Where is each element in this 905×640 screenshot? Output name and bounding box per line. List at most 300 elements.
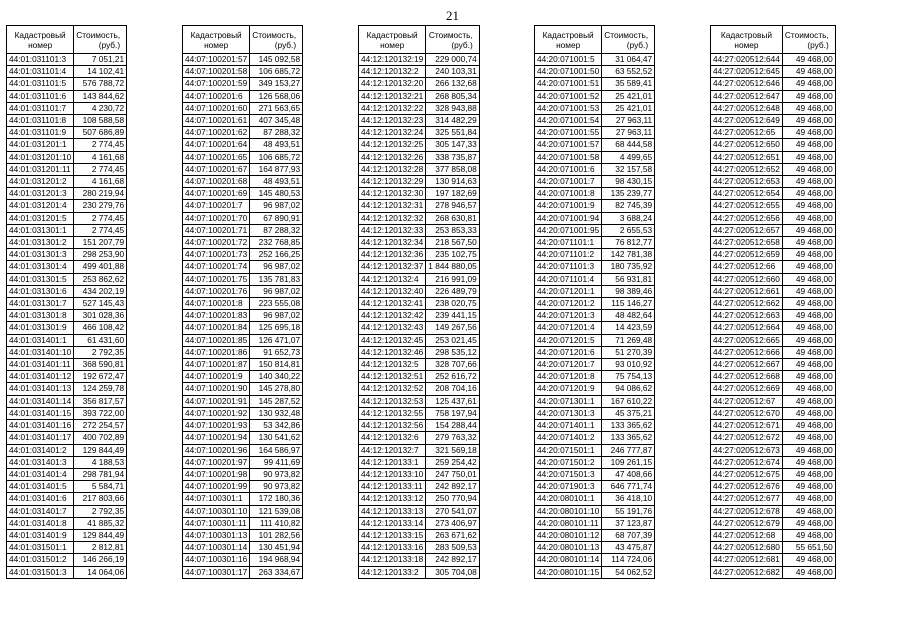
cadastral-number-cell: 44:27:020512:662: [711, 298, 783, 310]
cadastral-number-cell: 44:12:120132:23: [359, 115, 426, 127]
table-row: [711, 395, 836, 407]
table-row: [535, 139, 655, 151]
table-row: [7, 127, 127, 139]
cost-cell: 55 651,50: [782, 542, 835, 554]
table-row: [535, 456, 655, 468]
cost-cell: 129 844,49: [74, 444, 127, 456]
cadastral-number-cell: 44:27:020512:668: [711, 371, 783, 383]
cadastral-number-cell: 44:20:080101:14: [535, 554, 602, 566]
cadastral-number-cell: 44:27:020512:658: [711, 237, 783, 249]
cadastral-number-cell: 44:12:120133:10: [359, 468, 426, 480]
cost-cell: 49 468,00: [782, 334, 835, 346]
cadastral-number-cell: 44:20:071001:9: [535, 200, 602, 212]
table-row: [535, 517, 655, 529]
table-header-row: [359, 26, 480, 54]
cost-cell: 98 430,15: [602, 176, 655, 188]
cadastral-number-cell: 44:27:020512:651: [711, 151, 783, 163]
table-row: [359, 127, 480, 139]
cost-cell: 279 763,32: [426, 432, 479, 444]
table-row: [359, 273, 480, 285]
table-row: [359, 176, 480, 188]
table-row: [7, 529, 127, 541]
cost-cell: 143 844,62: [74, 90, 127, 102]
cost-cell: 49 468,00: [782, 273, 835, 285]
cadastral-number-cell: 44:27:020512:680: [711, 542, 783, 554]
cadastral-number-cell: 44:12:120132:43: [359, 322, 426, 334]
table-row: [183, 456, 303, 468]
cadastral-number-cell: 44:07:100201:96: [183, 444, 250, 456]
table-row: [359, 566, 480, 578]
cadastral-number-cell: 44:01:031401:12: [7, 371, 74, 383]
cadastral-number-cell: 44:20:071301:1: [535, 395, 602, 407]
cost-cell: 71 269,48: [602, 334, 655, 346]
cadastral-number-cell: 44:01:031301:2: [7, 237, 74, 249]
cadastral-number-cell: 44:27:020512:671: [711, 420, 783, 432]
header-text: номер: [556, 39, 581, 50]
cost-cell: 49 468,00: [782, 102, 835, 114]
cadastral-number-cell: 44:27:020512:677: [711, 493, 783, 505]
cost-cell: 49 468,00: [782, 566, 835, 578]
table-row: [711, 481, 836, 493]
cadastral-number-cell: 44:20:080101:1: [535, 493, 602, 505]
cost-cell: 246 777,87: [602, 444, 655, 456]
table-row: [183, 346, 303, 358]
cost-cell: 223 555,08: [250, 298, 303, 310]
cadastral-number-cell: 44:07:100201:75: [183, 273, 250, 285]
cadastral-number-cell: 44:07:100201:71: [183, 224, 250, 236]
table-row: [183, 151, 303, 163]
cadastral-number-cell: 44:12:120132:28: [359, 163, 426, 175]
table-row: [711, 407, 836, 419]
cadastral-number-cell: 44:01:031301:8: [7, 310, 74, 322]
cost-cell: 328 943,88: [426, 102, 479, 114]
cadastral-number-cell: 44:01:031401:3: [7, 456, 74, 468]
cost-cell: 124 259,78: [74, 383, 127, 395]
table-row: [359, 139, 480, 151]
table-row: [711, 212, 836, 224]
cost-cell: 758 197,94: [426, 407, 479, 419]
table-row: [183, 78, 303, 90]
table-row: [359, 359, 480, 371]
table-row: [7, 139, 127, 151]
cost-cell: 4 230,72: [74, 102, 127, 114]
table-row: [711, 139, 836, 151]
cost-cell: 27 963,11: [602, 115, 655, 127]
table-row: [711, 200, 836, 212]
table-row: [7, 481, 127, 493]
cost-cell: 35 589,41: [602, 78, 655, 90]
header-text: номер: [380, 39, 405, 50]
table-row: [7, 407, 127, 419]
cadastral-number-cell: 44:07:100201:73: [183, 249, 250, 261]
cost-cell: 393 722,00: [74, 407, 127, 419]
header-text: Стоимость,: [784, 29, 829, 40]
cost-cell: 49 468,00: [782, 456, 835, 468]
table-row: [711, 554, 836, 566]
cadastral-number-cell: 44:12:120132:41: [359, 298, 426, 310]
cost-cell: 55 191,76: [602, 505, 655, 517]
table-row: [7, 102, 127, 114]
cost-cell: 499 401,88: [74, 261, 127, 273]
cadastral-number-cell: 44:20:071501:3: [535, 468, 602, 480]
cadastral-number-cell: 44:27:020512:645: [711, 66, 783, 78]
cadastral-number-cell: 44:07:100301:11: [183, 517, 250, 529]
cadastral-number-cell: 44:07:100201:91: [183, 395, 250, 407]
table-row: [711, 505, 836, 517]
cadastral-table: [358, 25, 480, 579]
cost-cell: 94 086,62: [602, 383, 655, 395]
table-row: [535, 493, 655, 505]
cost-cell: 239 441,15: [426, 310, 479, 322]
cost-cell: 2 774,45: [74, 163, 127, 175]
table-row: [535, 395, 655, 407]
table-row: [535, 188, 655, 200]
cost-cell: 130 541,62: [250, 432, 303, 444]
cadastral-number-cell: 44:27:020512:663: [711, 310, 783, 322]
cadastral-number-cell: 44:01:031301:1: [7, 224, 74, 236]
table-header-row: [535, 26, 655, 54]
cadastral-number-cell: 44:01:031301:3: [7, 249, 74, 261]
cost-cell: 268 805,34: [426, 90, 479, 102]
cadastral-number-cell: 44:27:020512:661: [711, 285, 783, 297]
cost-cell: 93 010,92: [602, 359, 655, 371]
cadastral-number-cell: 44:07:100201:67: [183, 163, 250, 175]
cost-cell: 49 468,00: [782, 54, 835, 66]
cadastral-number-cell: 44:01:031101:5: [7, 78, 74, 90]
header-text: Кадастровый: [14, 29, 66, 40]
cost-cell: 298 535,12: [426, 346, 479, 358]
cost-cell: 252 616,72: [426, 371, 479, 383]
cadastral-number-cell: 44:07:100201:57: [183, 54, 250, 66]
cadastral-number-cell: 44:27:020512:675: [711, 468, 783, 480]
cost-cell: 49 468,00: [782, 224, 835, 236]
cadastral-number-cell: 44:20:071001:95: [535, 224, 602, 236]
table-row: [183, 237, 303, 249]
cadastral-number-cell: 44:01:031501:3: [7, 566, 74, 578]
column-header-cost: [782, 26, 835, 54]
cadastral-number-cell: 44:27:020512:660: [711, 273, 783, 285]
cost-cell: 217 803,66: [74, 493, 127, 505]
table-row: [7, 468, 127, 480]
cost-cell: 49 468,00: [782, 176, 835, 188]
cadastral-number-cell: 44:20:071001:51: [535, 78, 602, 90]
table-row: [183, 554, 303, 566]
cost-cell: 149 267,56: [426, 322, 479, 334]
cost-cell: 229 000,74: [426, 54, 479, 66]
cadastral-number-cell: 44:12:120133:13: [359, 505, 426, 517]
cost-cell: 356 817,57: [74, 395, 127, 407]
table-row: [535, 505, 655, 517]
table-row: [183, 432, 303, 444]
table-row: [183, 285, 303, 297]
cadastral-number-cell: 44:20:071001:5: [535, 54, 602, 66]
table-row: [359, 395, 480, 407]
cost-cell: 48 493,51: [250, 139, 303, 151]
table-row: [183, 468, 303, 480]
cost-cell: 49 468,00: [782, 298, 835, 310]
cost-cell: 47 408,66: [602, 468, 655, 480]
cost-cell: 527 145,43: [74, 298, 127, 310]
cost-cell: 400 702,89: [74, 432, 127, 444]
cadastral-number-cell: 44:12:120132:53: [359, 395, 426, 407]
cadastral-number-cell: 44:27:020512:654: [711, 188, 783, 200]
cost-cell: 109 261,15: [602, 456, 655, 468]
table-row: [359, 151, 480, 163]
cadastral-number-cell: 44:01:031201:2: [7, 176, 74, 188]
table-row: [7, 322, 127, 334]
table-row: [7, 395, 127, 407]
table-row: [359, 346, 480, 358]
header-text: Стоимость,: [76, 29, 121, 40]
table-row: [359, 383, 480, 395]
table-row: [7, 224, 127, 236]
cadastral-number-cell: 44:20:071101:4: [535, 273, 602, 285]
cost-cell: 253 853,33: [426, 224, 479, 236]
cost-cell: 4 161,68: [74, 151, 127, 163]
header-text: Кадастровый: [720, 29, 772, 40]
cost-cell: 49 468,00: [782, 212, 835, 224]
table-row: [535, 66, 655, 78]
cadastral-number-cell: 44:12:120133:1: [359, 456, 426, 468]
table-row: [535, 444, 655, 456]
cost-cell: 145 092,58: [250, 54, 303, 66]
table-row: [535, 273, 655, 285]
cost-cell: 96 987,02: [250, 310, 303, 322]
cadastral-number-cell: 44:27:020512:65: [711, 127, 783, 139]
cost-cell: 576 788,72: [74, 78, 127, 90]
table-header-row: [183, 26, 303, 54]
table-row: [7, 176, 127, 188]
table-row: [7, 456, 127, 468]
table-row: [359, 237, 480, 249]
table-row: [535, 90, 655, 102]
cost-cell: 49 468,00: [782, 90, 835, 102]
table-row: [535, 115, 655, 127]
cadastral-number-cell: 44:27:020512:659: [711, 249, 783, 261]
cost-cell: 150 814,81: [250, 359, 303, 371]
table-row: [711, 371, 836, 383]
cadastral-number-cell: 44:27:020512:678: [711, 505, 783, 517]
table-header-row: [7, 26, 127, 54]
cost-cell: 145 287,52: [250, 395, 303, 407]
table-row: [183, 383, 303, 395]
cost-cell: 98 389,46: [602, 285, 655, 297]
cadastral-number-cell: 44:20:071001:94: [535, 212, 602, 224]
table-row: [535, 249, 655, 261]
cost-cell: 48 482,64: [602, 310, 655, 322]
cadastral-number-cell: 44:12:120133:2: [359, 566, 426, 578]
table-row: [535, 102, 655, 114]
table-row: [183, 54, 303, 66]
cost-cell: 49 468,00: [782, 383, 835, 395]
cost-cell: 466 108,42: [74, 322, 127, 334]
cadastral-number-cell: 44:07:100301:13: [183, 529, 250, 541]
cadastral-number-cell: 44:07:100201:69: [183, 188, 250, 200]
cadastral-number-cell: 44:12:120132:24: [359, 127, 426, 139]
table-row: [183, 66, 303, 78]
cadastral-number-cell: 44:12:120132:55: [359, 407, 426, 419]
cost-cell: 192 672,47: [74, 371, 127, 383]
table-row: [359, 517, 480, 529]
table-row: [535, 151, 655, 163]
cost-cell: 49 468,00: [782, 359, 835, 371]
cadastral-number-cell: 44:07:100201:83: [183, 310, 250, 322]
cost-cell: 49 468,00: [782, 322, 835, 334]
table-row: [7, 371, 127, 383]
cost-cell: 208 704,16: [426, 383, 479, 395]
table-row: [535, 200, 655, 212]
cadastral-number-cell: 44:12:120133:18: [359, 554, 426, 566]
header-text: номер: [204, 39, 229, 50]
column-header-number: [183, 26, 250, 54]
header-text: Кадастровый: [190, 29, 242, 40]
cost-cell: 49 468,00: [782, 237, 835, 249]
cadastral-number-cell: 44:07:100201:62: [183, 127, 250, 139]
cadastral-number-cell: 44:27:020512:672: [711, 432, 783, 444]
cadastral-number-cell: 44:01:031101:8: [7, 115, 74, 127]
cadastral-number-cell: 44:07:100201:92: [183, 407, 250, 419]
table-row: [183, 261, 303, 273]
table-row: [711, 90, 836, 102]
cadastral-number-cell: 44:27:020512:650: [711, 139, 783, 151]
cost-cell: 27 963,11: [602, 127, 655, 139]
cost-cell: 2 774,45: [74, 139, 127, 151]
cost-cell: 49 468,00: [782, 151, 835, 163]
cadastral-number-cell: 44:27:020512:673: [711, 444, 783, 456]
cadastral-number-cell: 44:01:031301:4: [7, 261, 74, 273]
table-row: [535, 566, 655, 578]
cost-cell: 407 345,48: [250, 115, 303, 127]
table-row: [359, 444, 480, 456]
header-text: Кадастровый: [542, 29, 594, 40]
cadastral-number-cell: 44:07:100201:61: [183, 115, 250, 127]
cadastral-number-cell: 44:12:120132:45: [359, 334, 426, 346]
cost-cell: 32 157,58: [602, 163, 655, 175]
cadastral-number-cell: 44:27:020512:670: [711, 407, 783, 419]
table-row: [711, 322, 836, 334]
cost-cell: 114 724,06: [602, 554, 655, 566]
table-row: [183, 176, 303, 188]
table-row: [7, 505, 127, 517]
table-row: [183, 359, 303, 371]
column-header-number: [7, 26, 74, 54]
cost-cell: 133 365,62: [602, 420, 655, 432]
table-row: [183, 505, 303, 517]
cadastral-number-cell: 44:01:031201:5: [7, 212, 74, 224]
cost-cell: 268 630,81: [426, 212, 479, 224]
cost-cell: 180 735,92: [602, 261, 655, 273]
cost-cell: 49 468,00: [782, 505, 835, 517]
cadastral-number-cell: 44:01:031401:2: [7, 444, 74, 456]
cadastral-number-cell: 44:07:100201:94: [183, 432, 250, 444]
table-row: [7, 237, 127, 249]
cadastral-number-cell: 44:01:031401:4: [7, 468, 74, 480]
table-row: [183, 420, 303, 432]
cost-cell: 145 278,80: [250, 383, 303, 395]
table-row: [359, 554, 480, 566]
cadastral-number-cell: 44:27:020512:68: [711, 529, 783, 541]
table-row: [7, 163, 127, 175]
table-row: [359, 298, 480, 310]
cadastral-number-cell: 44:07:100201:70: [183, 212, 250, 224]
table-row: [359, 115, 480, 127]
cadastral-number-cell: 44:20:071001:6: [535, 163, 602, 175]
cost-cell: 36 418,10: [602, 493, 655, 505]
cadastral-number-cell: 44:12:120132:37: [359, 261, 426, 273]
table-row: [711, 78, 836, 90]
cadastral-number-cell: 44:12:120132:25: [359, 139, 426, 151]
cost-cell: 2 774,45: [74, 224, 127, 236]
cadastral-number-cell: 44:07:100201:68: [183, 176, 250, 188]
cadastral-number-cell: 44:07:100201:9: [183, 371, 250, 383]
table-row: [711, 517, 836, 529]
table-row: [535, 542, 655, 554]
cost-cell: 368 590,81: [74, 359, 127, 371]
cost-cell: 3 688,24: [602, 212, 655, 224]
cadastral-number-cell: 44:01:031401:11: [7, 359, 74, 371]
cadastral-number-cell: 44:20:071001:58: [535, 151, 602, 163]
cadastral-number-cell: 44:20:071001:54: [535, 115, 602, 127]
table-row: [359, 212, 480, 224]
table-row: [183, 90, 303, 102]
table-row: [7, 78, 127, 90]
cost-cell: 273 406,97: [426, 517, 479, 529]
cost-cell: 49 468,00: [782, 310, 835, 322]
cost-cell: 298 253,90: [74, 249, 127, 261]
cost-cell: 151 207,79: [74, 237, 127, 249]
cadastral-number-cell: 44:12:120132:21: [359, 90, 426, 102]
cost-cell: 49 468,00: [782, 163, 835, 175]
cadastral-number-cell: 44:27:020512:646: [711, 78, 783, 90]
cost-cell: 314 482,29: [426, 115, 479, 127]
cost-cell: 238 020,75: [426, 298, 479, 310]
cost-cell: 252 166,25: [250, 249, 303, 261]
cost-cell: 1 844 880,05: [426, 261, 479, 273]
table-row: [359, 456, 480, 468]
table-row: [359, 420, 480, 432]
cost-cell: 45 375,21: [602, 407, 655, 419]
table-row: [711, 456, 836, 468]
table-row: [183, 102, 303, 114]
cadastral-number-cell: 44:01:031101:6: [7, 90, 74, 102]
cadastral-number-cell: 44:01:031401:16: [7, 420, 74, 432]
header-text: (руб.): [274, 39, 297, 50]
table-row: [711, 115, 836, 127]
cadastral-number-cell: 44:12:120133:12: [359, 493, 426, 505]
table-row: [711, 529, 836, 541]
cost-cell: 121 539,08: [250, 505, 303, 517]
column-header-number: [359, 26, 426, 54]
cadastral-table: [534, 25, 655, 579]
cost-cell: 49 468,00: [782, 78, 835, 90]
page-number: 21: [446, 8, 459, 23]
cost-cell: 125 437,61: [426, 395, 479, 407]
cost-cell: 325 551,84: [426, 127, 479, 139]
cadastral-number-cell: 44:07:100201:7: [183, 200, 250, 212]
cadastral-number-cell: 44:20:071201:7: [535, 359, 602, 371]
cost-cell: 507 686,89: [74, 127, 127, 139]
cadastral-number-cell: 44:07:100201:93: [183, 420, 250, 432]
cost-cell: 96 987,02: [250, 200, 303, 212]
table-row: [183, 163, 303, 175]
cost-cell: 106 685,72: [250, 66, 303, 78]
table-row: [183, 310, 303, 322]
cost-cell: 253 862,62: [74, 273, 127, 285]
cadastral-number-cell: 44:01:031101:9: [7, 127, 74, 139]
cadastral-number-cell: 44:27:020512:655: [711, 200, 783, 212]
table-row: [7, 273, 127, 285]
table-row: [711, 542, 836, 554]
